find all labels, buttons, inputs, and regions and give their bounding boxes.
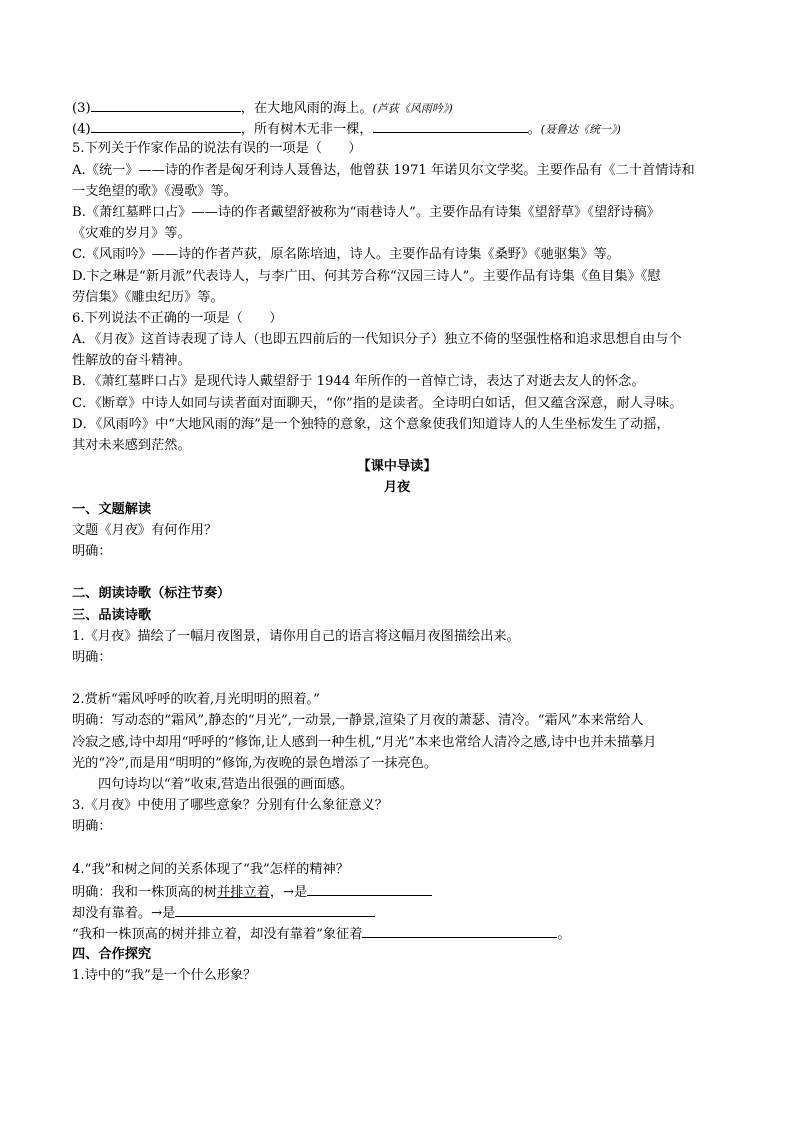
q6-stem: 6.下列说法不正确的一项是（ ） [72, 310, 283, 326]
part3-q4-line3 [72, 922, 722, 943]
document-page [72, 96, 722, 986]
part1-heading: 一、文题解读 [72, 501, 152, 517]
q4-blank-2[interactable] [373, 117, 528, 133]
q3-number: (3) [72, 101, 91, 116]
q4-line3-text: “我和一株顶高的树并排立着，却没有靠着”象征着 [72, 927, 363, 943]
q4-blank-b[interactable] [175, 901, 375, 917]
part3-q2-answer-2: 冷寂之感,诗中却用“呼呼的”修饰,让人感到一种生机,“月光”本来也常给人清冷之感,诗中也并未描摹月 [72, 734, 657, 750]
part3-q2-answer-3: 光的“冷”,而是用“明明的”修饰,为夜晚的景色增添了一抹亮色。 [72, 755, 438, 771]
q5-stem: 5.下列关于作家作品的说法有误的一项是（ ） [72, 141, 362, 157]
part3-q4: 4.“我”和树之间的关系体现了“我”怎样的精神？ [72, 861, 349, 877]
q5-option-b: B.《萧红墓畔口占》——诗的作者戴望舒被称为“雨巷诗人”。主要作品有诗集《望舒草》《望舒诗稿》 [72, 204, 660, 220]
q3-blank[interactable] [91, 96, 241, 112]
q6-option-b: B．《萧红墓畔口占》是现代诗人戴望舒于 1944 年所作的一首悼亡诗，表达了对逝去友人的怀念。 [72, 374, 645, 390]
q5-option-a: A.《统一》——诗的作者是匈牙利诗人聂鲁达，他曾获 1971 年诺贝尔文学奖。主要作品有《二十首情诗和 [72, 162, 695, 178]
poem-title: 月夜 [383, 480, 411, 496]
q4-line [72, 117, 722, 138]
q4-line3-end: 。 [557, 927, 571, 943]
part3-q4-line2 [72, 901, 722, 922]
q5-option-c: C.《风雨吟》——诗的作者芦荻，原名陈培迪，诗人。主要作品有诗集《桑野》《驰驱集》等。 [72, 247, 620, 263]
answer-space [72, 668, 722, 689]
q4-blank-c[interactable] [362, 922, 557, 938]
part3-q3-answer: 明确： [72, 819, 112, 835]
q4-answer-underlined: 并排立着 [217, 884, 270, 900]
part3-heading: 三、品读诗歌 [72, 607, 152, 623]
q3-text: ，在大地风雨的海上。 [240, 101, 373, 116]
part3-q1-answer: 明确： [72, 649, 112, 665]
q6-option-c: C．《断章》中诗人如同与读者面对面聊天，“你”指的是读者。全诗明白如话，但又蕴含深意，耐人寻味。 [72, 395, 683, 411]
part2-heading: 二、朗读诗歌（标注节奏） [72, 586, 231, 602]
q4-answer-text: 明确：我和一株顶高的树 [72, 884, 218, 900]
part1-question: 文题《月夜》有何作用？ [72, 522, 218, 538]
part1-answer: 明确： [72, 543, 112, 559]
answer-space [72, 562, 722, 583]
q4-line2-text: 却没有靠着。→是 [72, 906, 176, 922]
q5-option-d-cont: 劳信集》《雕虫纪历》等。 [72, 289, 224, 305]
part3-q2-answer-1: 明确：写动态的“霜风”,静态的“月光”,一动景,一静景,渲染了月夜的萧瑟、清冷。“霜风”本来常给人 [72, 713, 644, 729]
part3-q2: 2.赏析“霜风呼呼的吹着,月光明明的照着。” [72, 692, 320, 708]
q3-line [72, 96, 722, 117]
part3-q1: 1.《月夜》描绘了一幅月夜图景，请你用自己的语言将这幅月夜图描绘出来。 [72, 628, 520, 644]
part4-heading: 四、合作探究 [72, 946, 152, 962]
q4-source: (聂鲁达《统一》) [540, 123, 621, 137]
section-title: 【课中导读】 [357, 459, 437, 475]
q4-answer-arrow: ，→是 [269, 884, 308, 900]
q5-option-d: D.卞之琳是“新月派”代表诗人，与李广田、何其芳合称“汉园三诗人”。主要作品有诗集《鱼目集》《慰 [72, 268, 661, 284]
part3-q3: 3.《月夜》中使用了哪些意象？分别有什么象征意义？ [72, 798, 388, 814]
q6-option-a-cont: 性解放的奋斗精神。 [72, 353, 191, 369]
q5-option-b-cont: 《灾难的岁月》等。 [72, 226, 191, 242]
part4-q1: 1.诗中的“我”是一个什么形象？ [72, 967, 257, 983]
q4-end: 。 [527, 122, 541, 138]
q6-option-d-cont: 其对未来感到茫然。 [72, 438, 191, 453]
q4-text: ，所有树木无非一棵， [240, 122, 373, 138]
q6-option-a: A．《月夜》这首诗表现了诗人（也即五四前后的一代知识分子）独立不倚的坚强性格和追求思想自由与个 [72, 332, 682, 348]
q6-option-d: D．《风雨吟》中“大地风雨的海”是一个独特的意象，这个意象使我们知道诗人的人生坐标发生了动摇， [72, 416, 670, 432]
q4-blank-a[interactable] [307, 880, 432, 896]
q4-number: (4) [72, 122, 91, 138]
part3-q4-answer [72, 880, 722, 901]
q5-option-a-cont: 一支绝望的歌》《漫歌》等。 [72, 183, 237, 199]
part3-q2-answer-4: 四句诗均以“着”收束,营造出很强的画面感。 [98, 777, 354, 792]
answer-space [72, 838, 722, 859]
q4-blank-1[interactable] [91, 117, 241, 133]
q3-source: (芦荻《风雨吟》) [372, 102, 453, 115]
